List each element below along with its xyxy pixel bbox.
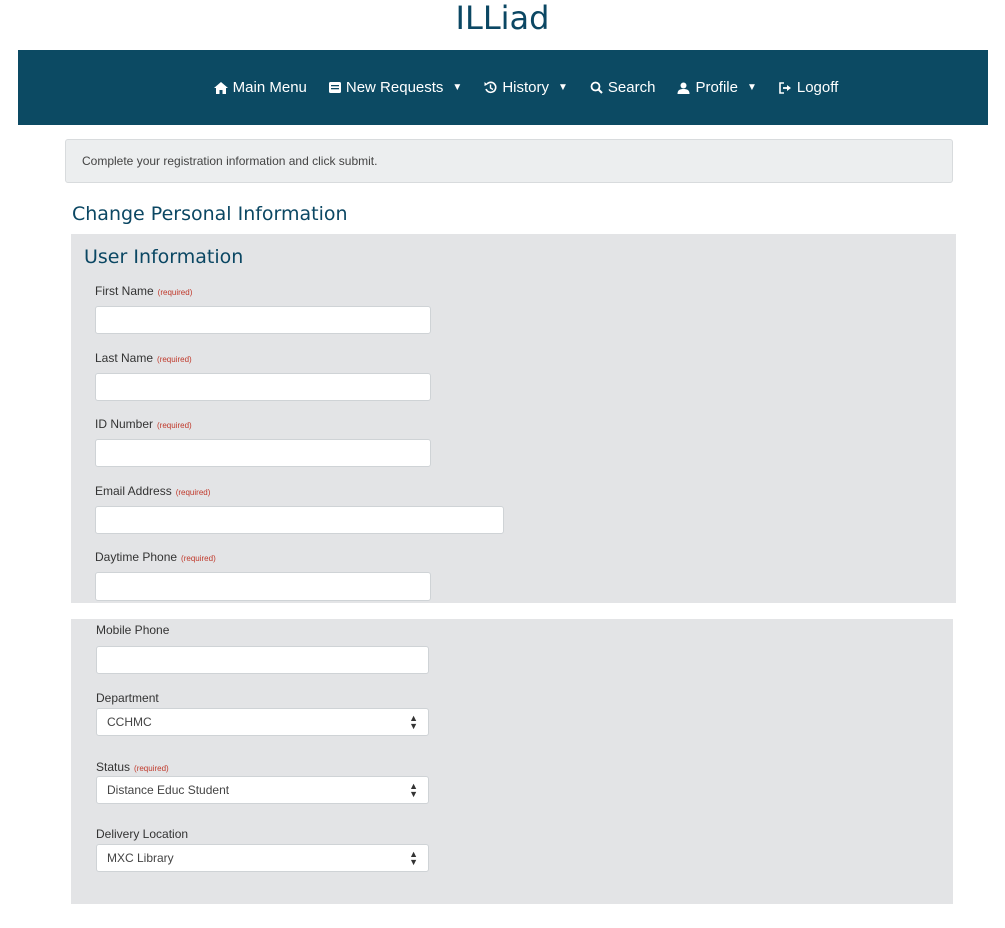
delivery-location-label — [96, 827, 188, 841]
daytime-phone-input[interactable] — [95, 572, 431, 601]
department-label-text: Department — [96, 691, 159, 705]
id-number-input[interactable] — [95, 439, 431, 467]
last-name-label — [95, 351, 192, 365]
search-icon — [590, 81, 603, 94]
nav-main-menu[interactable] — [214, 79, 307, 96]
additional-information-panel — [71, 619, 953, 904]
nav-new-requests[interactable] — [329, 79, 462, 96]
section-title-user-information: User Information — [84, 246, 244, 268]
nav-logoff-label: Logoff — [796, 79, 839, 96]
alert-text: Complete your registration information and click submit. — [82, 154, 378, 168]
nav-history-label: History — [502, 79, 549, 96]
email-input[interactable] — [95, 506, 504, 534]
email-label — [95, 484, 210, 498]
logout-icon — [779, 82, 792, 94]
select-arrows-icon: ▲ ▼ — [409, 781, 418, 799]
mobile-phone-label-text: Mobile Phone — [96, 623, 170, 637]
id-number-label — [95, 417, 192, 431]
caret-down-icon: ▼ — [452, 82, 463, 93]
info-alert — [65, 139, 953, 183]
nav-history[interactable] — [484, 79, 568, 96]
required-marker: (required) — [175, 488, 211, 497]
list-icon — [329, 82, 341, 93]
delivery-location-label-text: Delivery Location — [96, 827, 189, 841]
first-name-label-text: First Name — [95, 284, 154, 298]
nav-profile-label: Profile — [695, 79, 738, 96]
status-label — [96, 760, 169, 774]
daytime-phone-label — [95, 550, 216, 564]
mobile-phone-label — [96, 623, 169, 637]
department-label — [96, 691, 159, 705]
last-name-label-text: Last Name — [95, 351, 154, 365]
home-icon — [214, 82, 228, 94]
status-selected-value: Distance Educ Student — [107, 783, 230, 797]
nav-search-label: Search — [607, 79, 656, 96]
status-select[interactable] — [96, 776, 429, 804]
user-icon — [677, 82, 690, 94]
first-name-input[interactable] — [95, 306, 431, 334]
required-marker: (required) — [134, 764, 169, 773]
navbar — [18, 50, 988, 125]
select-arrows-icon: ▲ ▼ — [409, 713, 418, 731]
nav-search[interactable] — [590, 79, 656, 96]
department-selected-value: CCHMC — [107, 715, 152, 729]
caret-down-icon: ▼ — [558, 82, 568, 93]
required-marker: (required) — [157, 355, 192, 364]
mobile-phone-input[interactable] — [96, 646, 429, 674]
nav-main-menu-label: Main Menu — [232, 79, 307, 96]
nav-profile[interactable] — [677, 79, 756, 96]
app-title: ILLiad — [455, 0, 550, 37]
status-label-text: Status — [96, 760, 131, 774]
nav-logoff[interactable] — [779, 79, 838, 96]
caret-down-icon: ▼ — [746, 82, 757, 93]
page-title: Change Personal Information — [72, 203, 348, 225]
email-label-text: Email Address — [95, 484, 172, 498]
required-marker: (required) — [157, 288, 193, 297]
select-arrows-icon: ▲ ▼ — [409, 849, 418, 867]
first-name-label — [95, 284, 192, 298]
nav-menu — [18, 50, 988, 125]
delivery-location-select[interactable] — [96, 844, 429, 872]
nav-new-requests-label: New Requests — [345, 79, 444, 96]
required-marker: (required) — [181, 554, 216, 563]
user-information-panel — [71, 234, 956, 603]
last-name-input[interactable] — [95, 373, 431, 401]
history-icon — [484, 81, 497, 94]
delivery-location-selected-value: MXC Library — [107, 851, 174, 865]
department-select[interactable] — [96, 708, 429, 736]
daytime-phone-label-text: Daytime Phone — [95, 550, 178, 564]
id-number-label-text: ID Number — [95, 417, 154, 431]
required-marker: (required) — [157, 421, 192, 430]
